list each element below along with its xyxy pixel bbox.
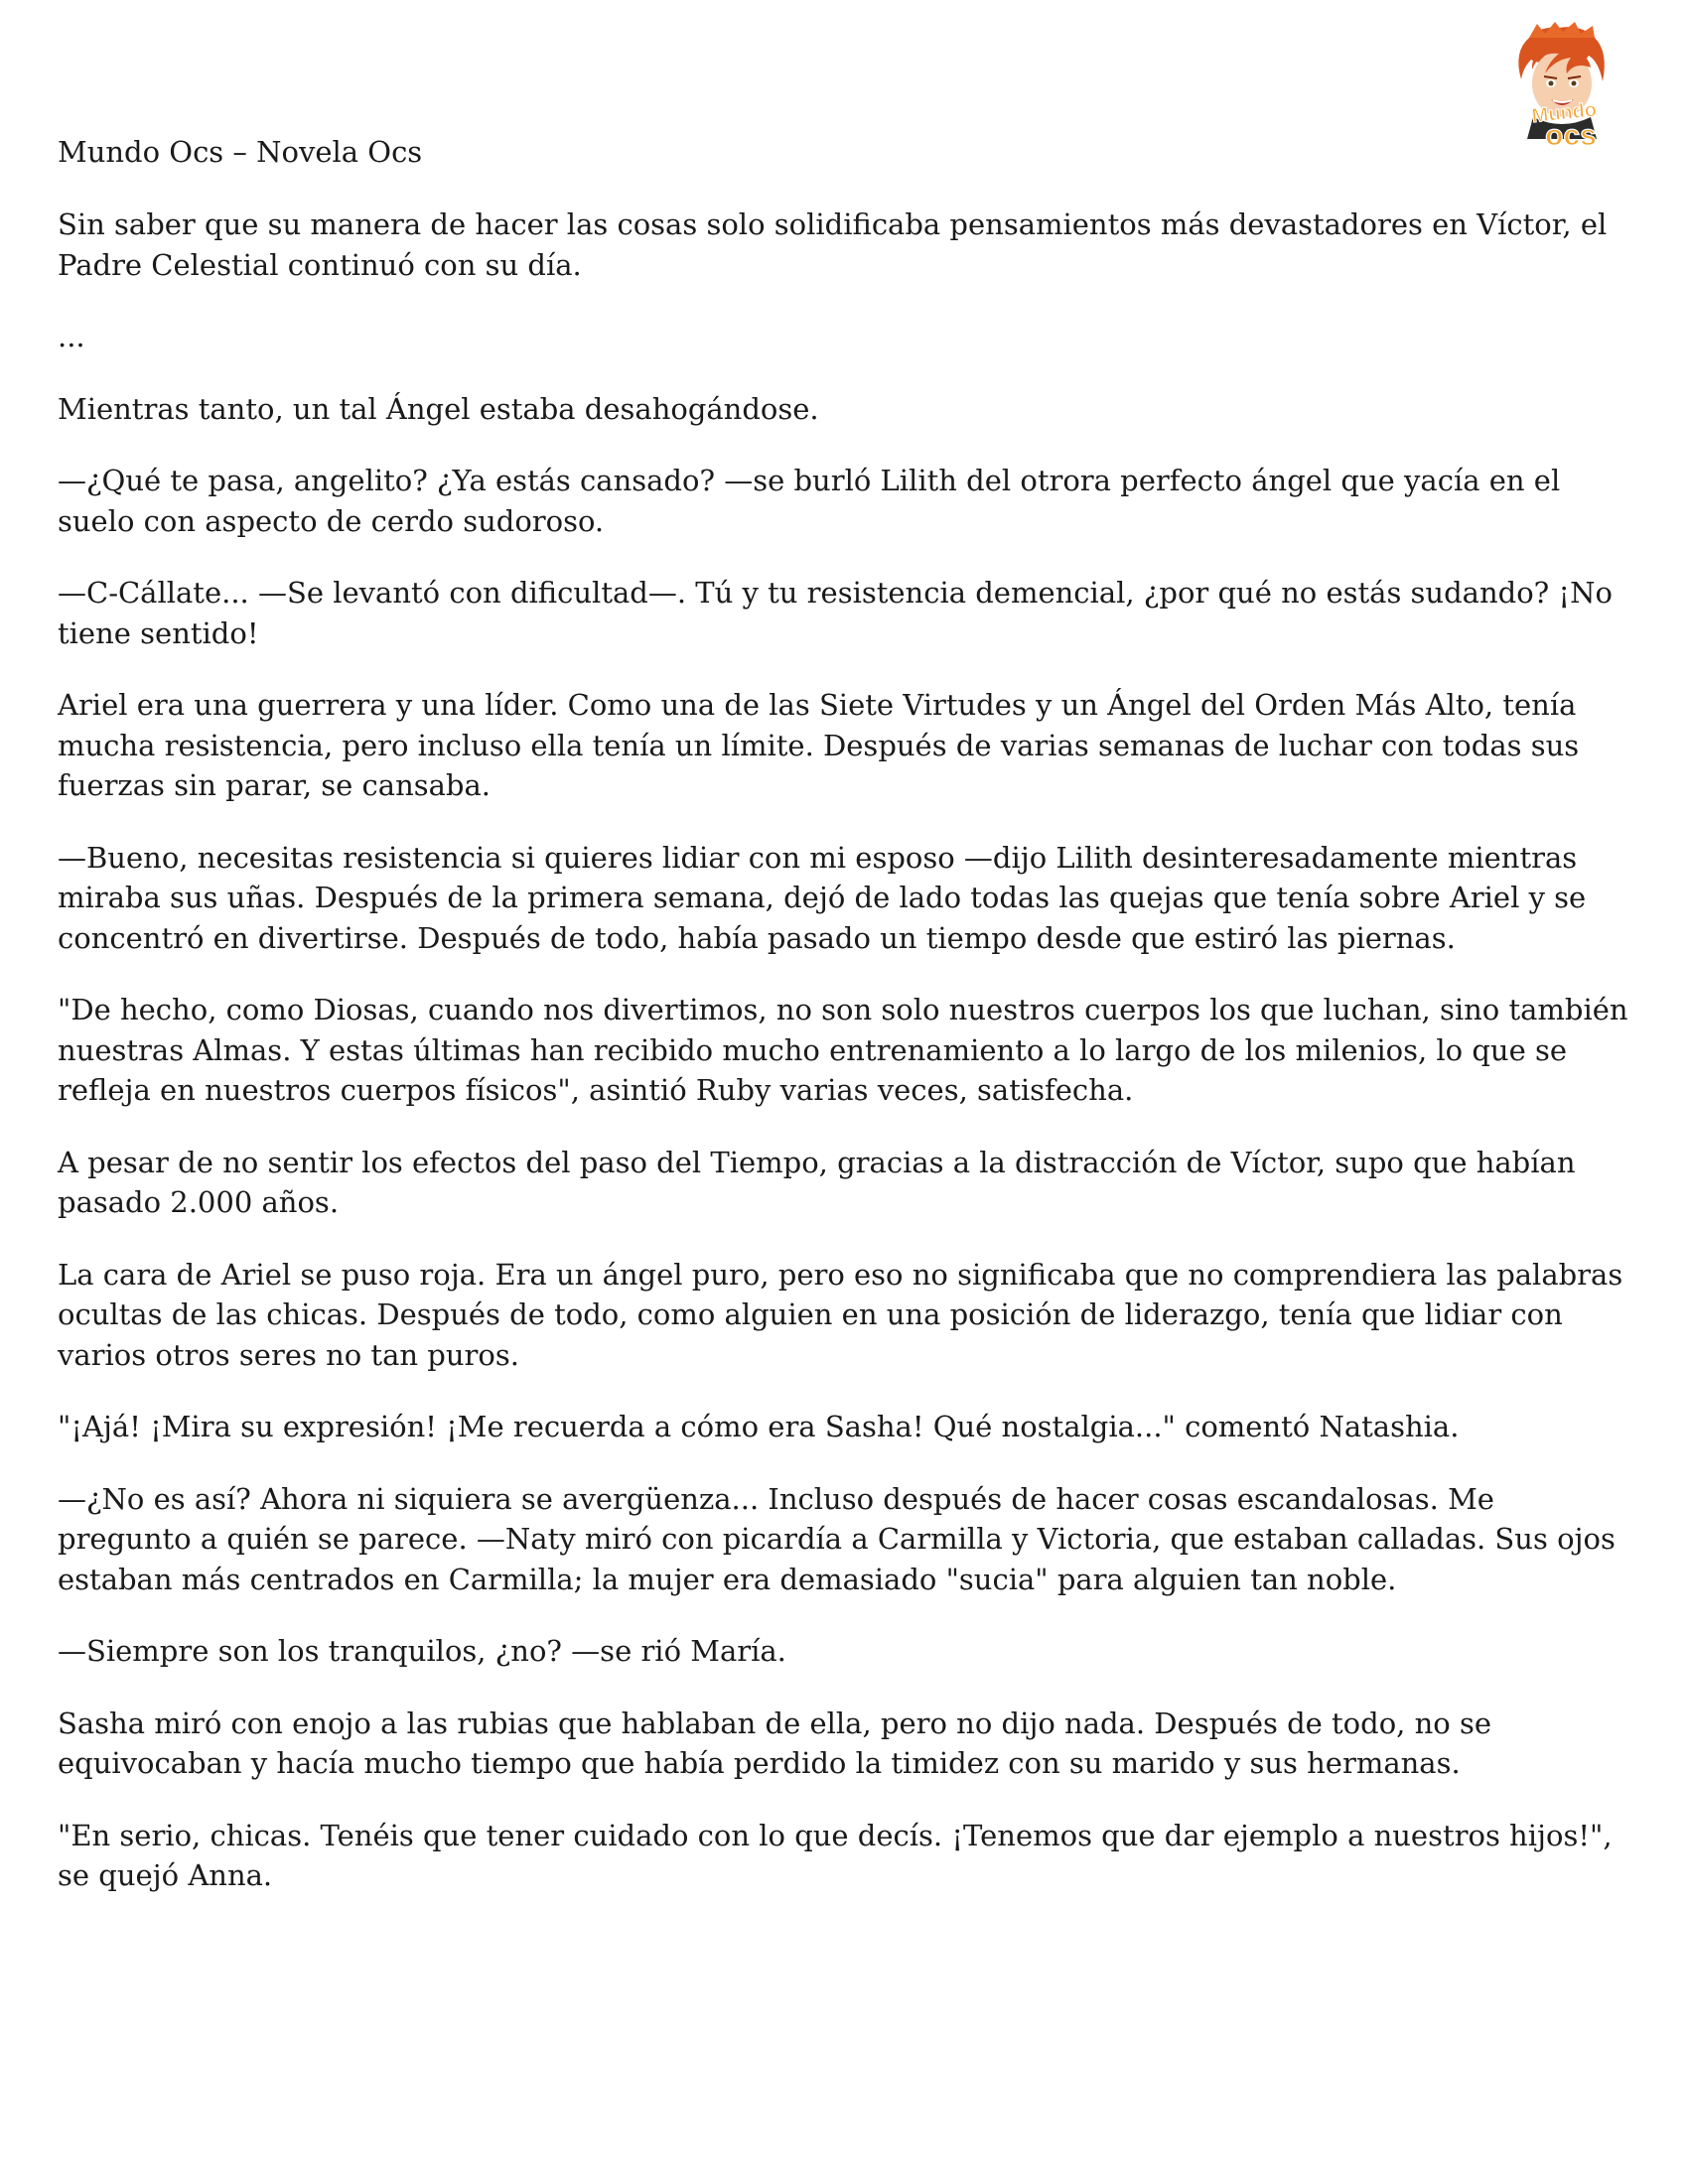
logo-text-line1: Mundo bbox=[1530, 98, 1599, 128]
paragraph: —¿Qué te pasa, angelito? ¿Ya estás cansado? —se burló Lilith del otrora perfecto ángel que yacía en el suelo con aspecto de cerdo sudoroso. bbox=[58, 464, 1561, 538]
paragraph: A pesar de no sentir los efectos del paso del Tiempo, gracias a la distracción de Víctor, supo que habían pasado 2.000 años. bbox=[58, 1145, 1576, 1219]
paragraph: Mientras tanto, un tal Ángel estaba desahogándose. bbox=[58, 391, 819, 426]
logo-text-line2: ocs bbox=[1545, 119, 1597, 152]
paragraph: Ariel era una guerrera y una líder. Como una de las Siete Virtudes y un Ángel del Orden Más Alto, tenía mucha resistencia, pero incluso ella tenía un límite. Después de varias semanas de luchar con todas sus fuerzas sin parar, se cansaba. bbox=[58, 688, 1580, 802]
paragraph: "¡Ajá! ¡Mira su expresión! ¡Me recuerda a cómo era Sasha! Qué nostalgia..." comentó Natashia. bbox=[58, 1410, 1460, 1443]
paragraph: —C-Cállate... —Se levantó con dificultad—. Tú y tu resistencia demencial, ¿por qué no estás sudando? ¡No tiene sentido! bbox=[58, 576, 1613, 650]
paragraph: —Bueno, necesitas resistencia si quieres lidiar con mi esposo —dijo Lilith desinteresadamente mientras miraba sus uñas. Después de la primera semana, dejó de lado todas las quejas que tenía sobre Ariel y se concentró en divertirse. Después de todo, había pasado un tiempo desde que estiró las piernas. bbox=[58, 840, 1587, 955]
paragraph: "En serio, chicas. Tenéis que tener cuidado con lo que decís. ¡Tenemos que dar ejemplo a nuestros hijos!", se quejó Anna. bbox=[58, 1818, 1613, 1892]
paragraph: ... bbox=[58, 320, 85, 353]
paragraph: La cara de Ariel se puso roja. Era un ángel puro, pero eso no significaba que no comprendiera las palabras ocultas de las chicas. Después de todo, como alguien en una posición de liderazgo, tenía que lidiar con varios otros seres no tan puros. bbox=[58, 1257, 1623, 1372]
paragraph: Sin saber que su manera de hacer las cosas solo solidificaba pensamientos más devastadores en Víctor, el Padre Celestial continuó con su día. bbox=[58, 207, 1608, 282]
document-header: Mundo Ocs – Novela Ocs bbox=[58, 135, 423, 169]
document-body bbox=[58, 205, 1636, 1896]
paragraph: —¿No es así? Ahora ni siquiera se avergüenza... Incluso después de hacer cosas escandalosas. Me pregunto a quién se parece. —Naty miró con picardía a Carmilla y Victoria, que estaban calladas. Sus ojos estaban más centrados en Carmilla; la mujer era demasiado "sucia" para alguien tan noble. bbox=[58, 1481, 1616, 1596]
document-content bbox=[58, 132, 1636, 1928]
paragraph: Sasha miró con enojo a las rubias que hablaban de ella, pero no dijo nada. Después de todo, no se equivocaban y hacía mucho tiempo que había perdido la timidez con su marido y sus hermanas. bbox=[58, 1706, 1491, 1780]
paragraph: —Siempre son los tranquilos, ¿no? —se rió María. bbox=[58, 1634, 786, 1668]
paragraph: "De hecho, como Diosas, cuando nos divertimos, no son solo nuestros cuerpos los que luchan, sino también nuestras Almas. Y estas últimas han recibido mucho entrenamiento a lo largo de los milenios, lo que se refleja en nuestros cuerpos físicos", asintió Ruby varias veces, satisfecha. bbox=[58, 993, 1628, 1107]
